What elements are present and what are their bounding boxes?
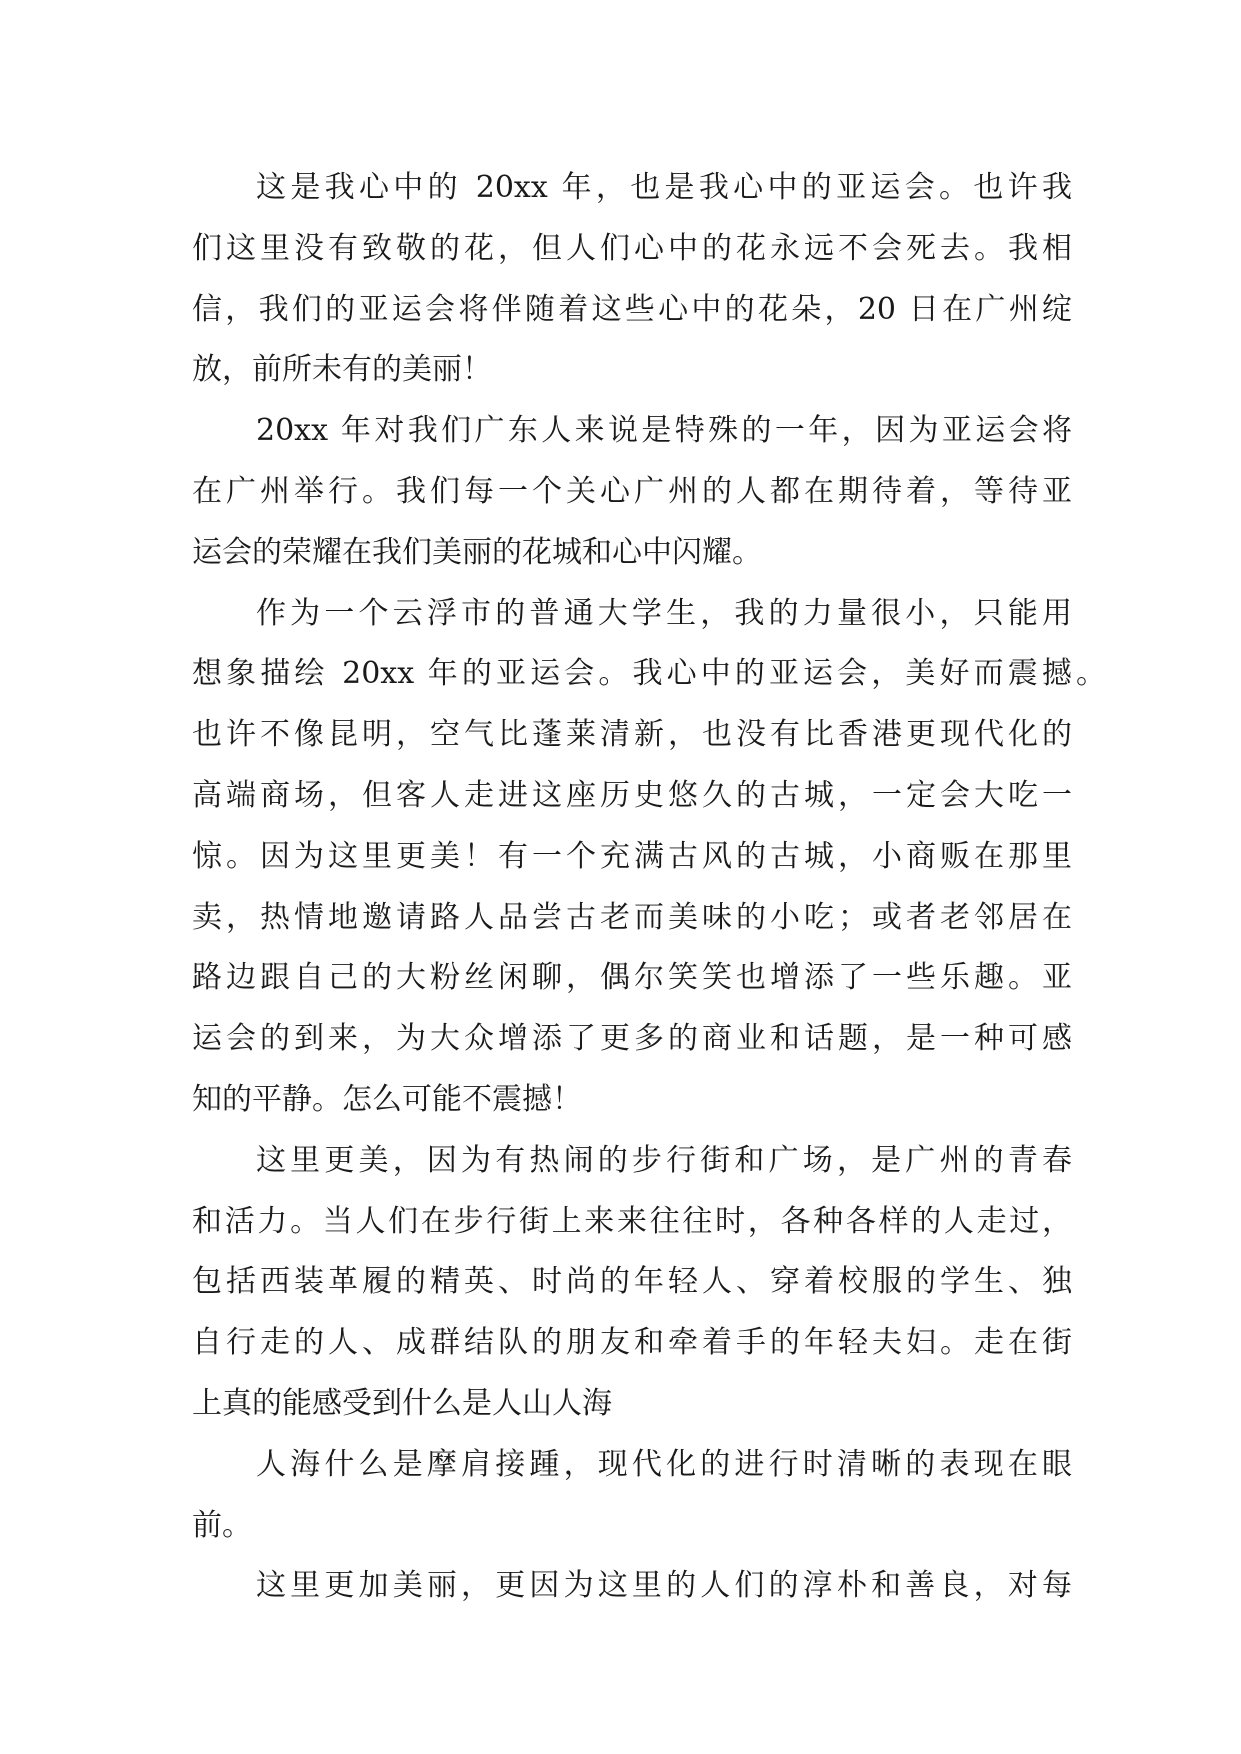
- paragraph-line: 这是我心中的 20xx 年，也是我心中的亚运会。也许我: [256, 170, 1072, 205]
- paragraph-5: [192, 1435, 1072, 1557]
- paragraph-line: 运会的到来，为大众增添了更多的商业和话题，是一种可感: [192, 1021, 1072, 1057]
- paragraph-line: 在广州举行。我们每一个关心广州的人都在期待着，等待亚: [192, 473, 1072, 509]
- paragraph-line: 卖，热情地邀请路人品尝古老而美味的小吃；或者老邻居在: [192, 899, 1072, 935]
- paragraph-line: 作为一个云浮市的普通大学生，我的力量很小，只能用: [256, 595, 1072, 631]
- paragraph-line: 人海什么是摩肩接踵，现代化的进行时清晰的表现在眼: [256, 1446, 1072, 1482]
- paragraph-line: 上真的能感受到什么是人山人海: [192, 1385, 612, 1421]
- paragraph-line: 前。: [192, 1507, 252, 1543]
- paragraph-3: [192, 584, 1106, 1131]
- paragraph-line: 惊。因为这里更美！有一个充满古风的古城，小商贩在那里: [192, 838, 1072, 874]
- paragraph-line: 路边跟自己的大粉丝闲聊，偶尔笑笑也增添了一些乐趣。亚: [192, 960, 1072, 996]
- paragraph-2: [192, 401, 1072, 583]
- paragraph-line: 放，前所未有的美丽！: [192, 352, 492, 388]
- paragraph-4: [192, 1131, 1072, 1435]
- paragraph-6: [192, 1556, 1072, 1617]
- document-body: [192, 158, 1106, 1617]
- paragraph-line: 这里更加美丽，更因为这里的人们的淳朴和善良，对每: [256, 1568, 1072, 1604]
- paragraph-line: 信，我们的亚运会将伴随着这些心中的花朵，20 日在广州绽: [192, 291, 1072, 327]
- paragraph-line: 自行走的人、成群结队的朋友和牵着手的年轻夫妇。走在街: [192, 1325, 1072, 1361]
- paragraph-line: 运会的荣耀在我们美丽的花城和心中闪耀。: [192, 534, 762, 570]
- paragraph-line: 20xx 年对我们广东人来说是特殊的一年，因为亚运会将: [256, 413, 1072, 449]
- paragraph-line: 高端商场，但客人走进这座历史悠久的古城，一定会大吃一: [192, 777, 1072, 813]
- paragraph-line: 包括西装革履的精英、时尚的年轻人、穿着校服的学生、独: [192, 1264, 1072, 1300]
- paragraph-line: 也许不像昆明，空气比蓬莱清新，也没有比香港更现代化的: [192, 717, 1072, 753]
- paragraph-line: 想象描绘 20xx 年的亚运会。我心中的亚运会，美好而震撼。: [192, 656, 1106, 692]
- paragraph-1: [192, 158, 1072, 401]
- paragraph-line: 们这里没有致敬的花，但人们心中的花永远不会死去。我相: [192, 230, 1072, 266]
- paragraph-line: 和活力。当人们在步行街上来来往往时，各种各样的人走过，: [192, 1203, 1072, 1239]
- paragraph-line: 知的平静。怎么可能不震撼！: [192, 1081, 582, 1117]
- paragraph-line: 这里更美，因为有热闹的步行街和广场，是广州的青春: [256, 1142, 1072, 1178]
